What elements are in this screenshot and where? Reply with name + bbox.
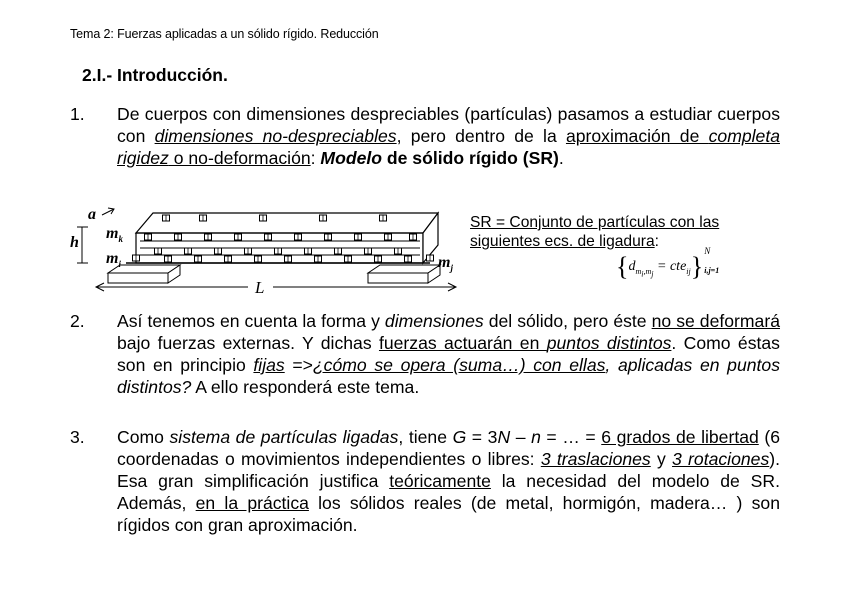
emphasis: N	[497, 427, 511, 447]
emphasis: 3 rotaciones	[672, 449, 770, 469]
label-mj: $m_j$	[438, 254, 453, 273]
emphasis: puntos distintos	[546, 333, 672, 353]
emphasis: 3 traslaciones	[540, 449, 651, 469]
label-mi: $m_i$	[106, 250, 121, 269]
emphasis: dimensiones	[384, 311, 484, 331]
bold-run: de sólido rígido (SR)	[382, 148, 559, 168]
formula-equals: = cte	[653, 259, 687, 274]
emphasis: n	[531, 427, 541, 447]
emphasis: completa rigidez	[117, 126, 780, 168]
text-run: Como	[117, 427, 170, 447]
text-run: , pero dentro de la	[396, 126, 566, 146]
text-run: . Como éstas son en principio	[117, 333, 780, 375]
text-run: bajo fuerzas externas. Y dichas	[117, 333, 379, 353]
rigid-solid-figure	[68, 203, 468, 300]
item-text	[117, 310, 780, 398]
section-title: 2.I.- Introducción.	[82, 65, 228, 85]
item-text	[117, 426, 780, 536]
label-L: L	[255, 278, 265, 297]
text-run: los sólidos reales (de metal, hormigón, madera… ) son rígidos con gran aproximación.	[117, 493, 780, 535]
sr-definition-text: SR = Conjunto de partículas con las siguientes ecs. de ligadura	[470, 214, 720, 250]
text-run: fuerzas actuarán en	[378, 333, 547, 353]
label-h: h	[70, 234, 79, 251]
text-run: o no-deformación	[168, 148, 311, 168]
text-run: = … =	[540, 427, 602, 447]
text-run: la necesidad del modelo de SR. Además,	[117, 471, 780, 513]
list-item-2	[70, 310, 780, 398]
text-run: Así tenemos en cuenta la forma y	[117, 311, 385, 331]
text-run: , tiene	[398, 427, 453, 447]
emphasis: fijas	[253, 355, 285, 375]
underlined-phrase: teóricamente	[389, 471, 491, 491]
formula-lower: i,j=1	[704, 266, 720, 275]
item-number: 2.	[70, 311, 85, 331]
emphasis: Modelo	[320, 148, 382, 168]
text-run: :	[654, 233, 659, 250]
emphasis: ¿cómo se opera (suma…) con ellas	[312, 355, 606, 375]
list-item-1	[70, 103, 780, 169]
label-a: a	[88, 206, 96, 223]
text-run: del sólido, pero éste	[483, 311, 652, 331]
underlined-phrase	[379, 333, 671, 353]
underlined-phrase: 6 grados de libertad	[601, 427, 759, 447]
formula-d: d	[628, 259, 636, 274]
item-number: 1.	[70, 104, 85, 124]
text-run: De cuerpos con dimensiones despreciables (partículas) pasamos a estudiar cuerpos con	[117, 104, 780, 146]
list-item-3	[70, 426, 780, 536]
page-header: Tema 2: Fuerzas aplicadas a un sólido rígido. Reducción	[70, 27, 379, 41]
text-run: (6 coordenadas o movimientos independientes o libres:	[117, 427, 780, 469]
text-run: =>	[284, 355, 313, 375]
text-run: aproximación de	[565, 126, 709, 146]
constraint-formula: $\{d_{m_i,m_j} = cte_{ij}\}$ N i,j=1	[616, 246, 720, 281]
emphasis: , aplicadas en puntos distintos?	[117, 355, 780, 397]
underlined-phrase: en la práctica	[195, 493, 309, 513]
item-number: 3.	[70, 427, 85, 447]
emphasis: G	[452, 427, 467, 447]
text-run: –	[510, 427, 532, 447]
text-run: :	[310, 148, 321, 168]
sr-definition	[470, 213, 770, 251]
text-run: = 3	[466, 427, 498, 447]
emphasis: sistema de partículas ligadas	[169, 427, 399, 447]
text-run: y	[650, 449, 673, 469]
emphasis: dimensiones no-despreciables	[154, 126, 397, 146]
text-run: .	[558, 148, 564, 168]
underlined-phrase: no se deformará	[651, 311, 780, 331]
item-text	[117, 103, 780, 169]
text-run: A ello responderá este tema.	[191, 377, 420, 397]
formula-upper: N	[704, 246, 711, 256]
text-run: ). Esa gran simplificación justifica	[117, 449, 780, 491]
label-mk: $m_k$	[106, 225, 123, 244]
